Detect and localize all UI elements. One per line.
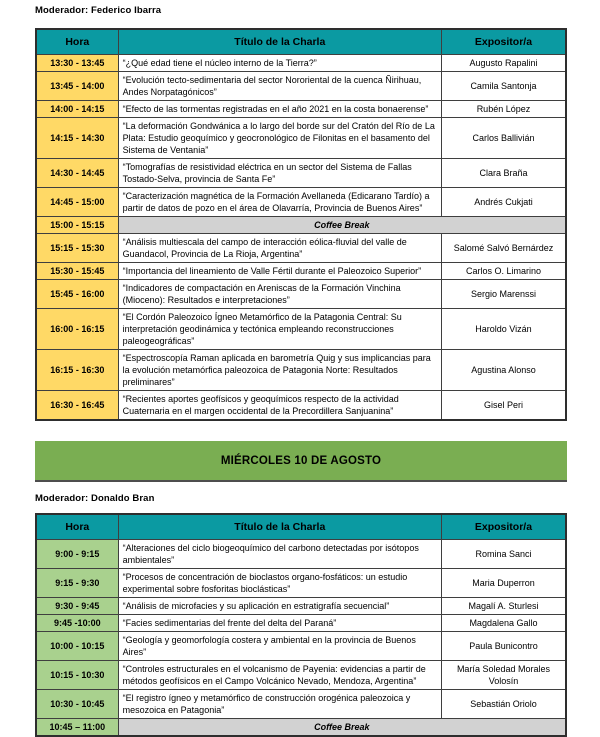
talk-row: [36, 309, 566, 350]
talk-title: “Análisis multiescala del campo de interacción eólica-fluvial del valle de Guandacol, Provincia de La Rioja, Argentina”: [118, 234, 441, 263]
talk-time: 9:00 - 9:15: [36, 540, 118, 569]
talk-speaker: Andrés Cukjati: [441, 188, 566, 217]
talk-row: [36, 101, 566, 118]
schedule-table-day2: [35, 513, 567, 737]
column-header-hora: Hora: [36, 29, 118, 55]
talk-speaker: Augusto Rapalini: [441, 55, 566, 72]
talk-time: 13:45 - 14:00: [36, 72, 118, 101]
talk-row: [36, 598, 566, 615]
talk-row: [36, 569, 566, 598]
talk-speaker: Camila Santonja: [441, 72, 566, 101]
talk-row: [36, 280, 566, 309]
talk-row: [36, 72, 566, 101]
talk-row: [36, 118, 566, 159]
talk-row: [36, 159, 566, 188]
moderator-label-day2: Moderador: Donaldo Bran: [35, 493, 155, 504]
talk-time: 15:00 - 15:15: [36, 217, 118, 234]
day-banner: MIÉRCOLES 10 DE AGOSTO: [35, 441, 567, 482]
talk-speaker: Rubén López: [441, 101, 566, 118]
talk-title: “Tomografías de resistividad eléctrica en un sector del Sistema de Fallas Tostado-Selva, provincia de Santa Fe”: [118, 159, 441, 188]
talk-speaker: Paula Bunicontro: [441, 632, 566, 661]
coffee-break-cell: Coffee Break: [118, 719, 566, 737]
talk-row: [36, 391, 566, 421]
talk-time: 14:45 - 15:00: [36, 188, 118, 217]
talk-title: “Espectroscopía Raman aplicada en barometría Quig y sus implicancias para la evolución metamórfica paleozoica de Patagonia Norte: Resultados preliminares”: [118, 350, 441, 391]
talk-time: 16:15 - 16:30: [36, 350, 118, 391]
talk-title: “Facies sedimentarias del frente del delta del Paraná”: [118, 615, 441, 632]
talk-title: “Procesos de concentración de bioclastos organo-fosfáticos: un estudio experimental sobre fosforitas bioclásticas”: [118, 569, 441, 598]
talk-speaker: Clara Braña: [441, 159, 566, 188]
column-header-expositor: Expositor/a: [441, 29, 566, 55]
talk-speaker: Haroldo Vizán: [441, 309, 566, 350]
talk-title: “Evolución tecto-sedimentaria del sector Nororiental de la cuenca Ñirihuau, Andes Norpatagónicos”: [118, 72, 441, 101]
talk-time: 15:30 - 15:45: [36, 263, 118, 280]
talk-speaker: Agustina Alonso: [441, 350, 566, 391]
talk-title: “La deformación Gondwánica a lo largo del borde sur del Cratón del Río de La Plata: Estudio geoquímico y geocronológico de Filonitas en el basamento del Sistema de Ventania”: [118, 118, 441, 159]
talk-time: 15:45 - 16:00: [36, 280, 118, 309]
talk-time: 15:15 - 15:30: [36, 234, 118, 263]
talk-title: “Importancia del lineamiento de Valle Fértil durante el Paleozoico Superior”: [118, 263, 441, 280]
column-header-hora: Hora: [36, 514, 118, 540]
talk-time: 10:15 - 10:30: [36, 661, 118, 690]
talk-time: 9:15 - 9:30: [36, 569, 118, 598]
talk-title: “El Cordón Paleozoico Ígneo Metamórfico de la Patagonia Central: Su interpretación geodinámica y tectónica empleando reconstrucciones paleogeográficas”: [118, 309, 441, 350]
talk-speaker: Carlos O. Limarino: [441, 263, 566, 280]
schedule-table-day1: [35, 28, 567, 421]
talk-title: “Controles estructurales en el volcanismo de Payenia: evidencias a partir de métodos geofísicos en el Campo Volcánico Nevado, Mendoza, Argentina”: [118, 661, 441, 690]
talk-time: 14:30 - 14:45: [36, 159, 118, 188]
column-header-titulo: Título de la Charla: [118, 514, 441, 540]
schedule-header-row: [36, 514, 566, 540]
talk-row: [36, 234, 566, 263]
talk-row: [36, 632, 566, 661]
coffee-break-cell: Coffee Break: [118, 217, 566, 234]
talk-title: “El registro ígneo y metamórfico de construcción orogénica paleozoica y mesozoica en Patagonia”: [118, 690, 441, 719]
talk-row: [36, 263, 566, 280]
talk-speaker: Magalí A. Sturlesi: [441, 598, 566, 615]
talk-time: 13:30 - 13:45: [36, 55, 118, 72]
talk-row: [36, 661, 566, 690]
column-header-titulo: Título de la Charla: [118, 29, 441, 55]
talk-speaker: María Soledad Morales Volosín: [441, 661, 566, 690]
talk-speaker: Gisel Peri: [441, 391, 566, 421]
talk-row: [36, 540, 566, 569]
coffee-break-row: [36, 217, 566, 234]
schedule-body-day1: [36, 55, 566, 421]
coffee-break-row: [36, 719, 566, 737]
talk-title: “¿Qué edad tiene el núcleo interno de la Tierra?”: [118, 55, 441, 72]
talk-title: “Análisis de microfacies y su aplicación en estratigrafía secuencial”: [118, 598, 441, 615]
talk-speaker: Magdalena Gallo: [441, 615, 566, 632]
talk-row: [36, 615, 566, 632]
talk-speaker: Sebastián Oriolo: [441, 690, 566, 719]
column-header-expositor: Expositor/a: [441, 514, 566, 540]
talk-time: 16:00 - 16:15: [36, 309, 118, 350]
talk-title: “Efecto de las tormentas registradas en el año 2021 en la costa bonaerense”: [118, 101, 441, 118]
talk-speaker: Maria Duperron: [441, 569, 566, 598]
moderator-label-day1: Moderador: Federico Ibarra: [35, 5, 162, 16]
talk-time: 10:30 - 10:45: [36, 690, 118, 719]
talk-title: “Indicadores de compactación en Areniscas de la Formación Vinchina (Mioceno): Resultados e interpretaciones”: [118, 280, 441, 309]
talk-row: [36, 350, 566, 391]
talk-speaker: Salomé Salvó Bernárdez: [441, 234, 566, 263]
talk-time: 9:30 - 9:45: [36, 598, 118, 615]
talk-title: “Recientes aportes geofísicos y geoquímicos respecto de la actividad Cuaternaria en el margen occidental de la Precordillera Sanjuanina”: [118, 391, 441, 421]
talk-speaker: Carlos Ballivián: [441, 118, 566, 159]
talk-speaker: Sergio Marenssi: [441, 280, 566, 309]
talk-time: 14:15 - 14:30: [36, 118, 118, 159]
schedule-body-day2: [36, 540, 566, 737]
talk-speaker: Romina Sanci: [441, 540, 566, 569]
talk-time: 14:00 - 14:15: [36, 101, 118, 118]
talk-title: “Caracterización magnética de la Formación Avellaneda (Edicarano Tardío) a partir de datos de pozo en el área de Olavarría, Provincia de Buenos Aires”: [118, 188, 441, 217]
talk-title: “Geología y geomorfología costera y ambiental en la provincia de Buenos Aires”: [118, 632, 441, 661]
schedule-header-row: [36, 29, 566, 55]
talk-time: 16:30 - 16:45: [36, 391, 118, 421]
talk-time: 10:00 - 10:15: [36, 632, 118, 661]
talk-row: [36, 55, 566, 72]
talk-row: [36, 690, 566, 719]
talk-title: “Alteraciones del ciclo biogeoquímico del carbono detectadas por isótopos ambientales”: [118, 540, 441, 569]
talk-time: 10:45 – 11:00: [36, 719, 118, 737]
talk-time: 9:45 -10:00: [36, 615, 118, 632]
talk-row: [36, 188, 566, 217]
